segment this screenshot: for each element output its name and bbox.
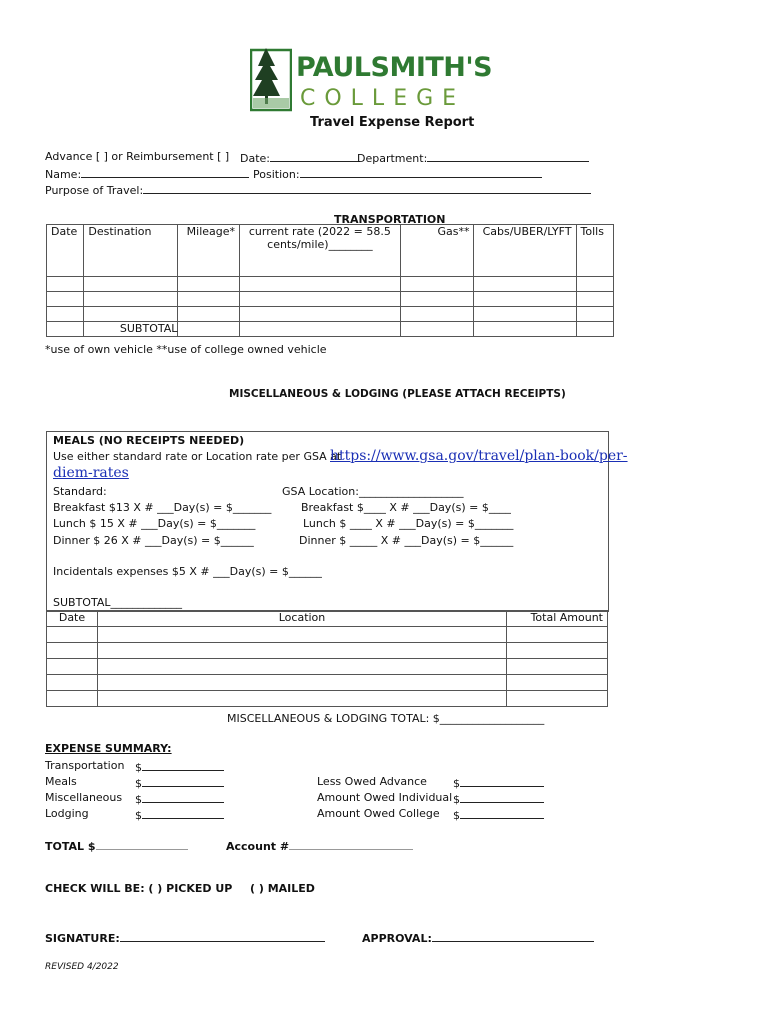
purpose-label: Purpose of Travel: (45, 182, 591, 197)
name-field[interactable] (81, 166, 249, 178)
meals-title: MEALS (NO RECEIPTS NEEDED) (53, 434, 245, 447)
table-row[interactable] (47, 691, 608, 707)
std-breakfast: Breakfast $13 X # ___Day(s) = $_______ (53, 501, 272, 514)
approval-label: APPROVAL: (362, 930, 594, 945)
std-dinner: Dinner $ 26 X # ___Day(s) = $______ (53, 534, 254, 547)
misc-lodging-title: MISCELLANEOUS & LODGING (PLEASE ATTACH RECEIPTS) (229, 388, 566, 400)
table-row[interactable] (47, 659, 608, 675)
amount-owed-college: Amount Owed College (317, 807, 440, 820)
gsa-location-label: GSA Location:___________________ (282, 485, 464, 498)
advance-reimbursement: Advance [ ] or Reimbursement [ ] (45, 150, 230, 163)
summary-misc: Miscellaneous (45, 791, 123, 804)
logo-line2: COLLEGE (300, 86, 466, 111)
gsa-lunch: Lunch $ ____ X # ___Day(s) = $_______ (303, 517, 514, 530)
account-field[interactable] (289, 838, 413, 850)
gsa-link-part1[interactable]: https://www.gsa.gov/travel/plan-book/per- (330, 448, 628, 464)
revised-date: REVISED 4/2022 (45, 962, 119, 972)
col-rate: current rate (2022 = 58.5 cents/mile)________ (240, 225, 401, 277)
incidentals: Incidentals expenses $5 X # ___Day(s) = $______ (53, 565, 322, 578)
date-field[interactable] (270, 150, 360, 162)
col-total-amount: Total Amount (507, 611, 608, 627)
col-loc-date: Date (47, 611, 98, 627)
approval-field[interactable] (432, 930, 594, 942)
check-mailed[interactable]: ( ) MAILED (250, 882, 315, 895)
date-label: Date: (240, 150, 360, 165)
department-field[interactable] (427, 150, 589, 162)
college-logo (250, 46, 522, 114)
misc-lodging-total: MISCELLANEOUS & LODGING TOTAL: $___________________ (227, 712, 545, 725)
table-row[interactable] (47, 307, 614, 322)
col-gas: Gas** (400, 225, 474, 277)
meals-subtotal: SUBTOTAL_____________ (53, 596, 182, 609)
page-title: Travel Expense Report (310, 115, 475, 130)
col-location: Location (98, 611, 507, 627)
less-owed-advance: Less Owed Advance (317, 775, 427, 788)
meals-instruction: Use either standard rate or Location rate per GSA at (53, 450, 342, 463)
signature-label: SIGNATURE: (45, 930, 325, 945)
account-label: Account # (226, 838, 413, 853)
transportation-title: TRANSPORTATION (334, 213, 446, 226)
individual-amount[interactable]: $ (453, 791, 544, 806)
table-row[interactable] (47, 643, 608, 659)
gsa-dinner: Dinner $ _____ X # ___Day(s) = $______ (299, 534, 514, 547)
table-row[interactable] (47, 675, 608, 691)
total-field[interactable] (96, 838, 188, 850)
location-table (46, 610, 608, 707)
standard-label: Standard: (53, 485, 107, 498)
amount-owed-individual: Amount Owed Individual (317, 791, 453, 804)
summary-transportation: Transportation (45, 759, 125, 772)
transportation-table (46, 224, 614, 337)
col-tolls: Tolls (576, 225, 613, 277)
position-field[interactable] (300, 166, 542, 178)
gsa-link-part2[interactable]: diem-rates (53, 465, 129, 481)
pine-tree-icon (250, 46, 292, 112)
table-row[interactable] (47, 292, 614, 307)
logo-line1: PAULSMITH'S (296, 52, 493, 83)
table-row[interactable] (47, 277, 614, 292)
purpose-field[interactable] (143, 182, 591, 194)
transport-footnote: *use of own vehicle **use of college owned vehicle (45, 343, 327, 356)
signature-field[interactable] (120, 930, 325, 942)
summary-meals: Meals (45, 775, 77, 788)
advance-amount[interactable]: $ (453, 775, 544, 790)
col-date: Date (47, 225, 84, 277)
col-mileage: Mileage* (178, 225, 240, 277)
total-label: TOTAL $ (45, 838, 188, 853)
name-label: Name: (45, 166, 249, 181)
position-label: Position: (253, 166, 542, 181)
gsa-breakfast: Breakfast $____ X # ___Day(s) = $____ (301, 501, 511, 514)
check-picked-up[interactable]: CHECK WILL BE: ( ) PICKED UP (45, 882, 233, 895)
misc-amount[interactable]: $ (135, 791, 224, 806)
col-destination: Destination (84, 225, 178, 277)
transport-amount[interactable]: $ (135, 759, 224, 774)
lodging-amount[interactable]: $ (135, 807, 224, 822)
summary-lodging: Lodging (45, 807, 89, 820)
meals-amount[interactable]: $ (135, 775, 224, 790)
table-row[interactable] (47, 627, 608, 643)
std-lunch: Lunch $ 15 X # ___Day(s) = $_______ (53, 517, 256, 530)
college-amount[interactable]: $ (453, 807, 544, 822)
summary-title: EXPENSE SUMMARY: (45, 742, 172, 755)
department-label: Department: (357, 150, 589, 165)
subtotal-row[interactable] (47, 322, 614, 337)
col-cabs: Cabs/UBER/LYFT (474, 225, 576, 277)
subtotal-label: SUBTOTAL (84, 322, 178, 337)
